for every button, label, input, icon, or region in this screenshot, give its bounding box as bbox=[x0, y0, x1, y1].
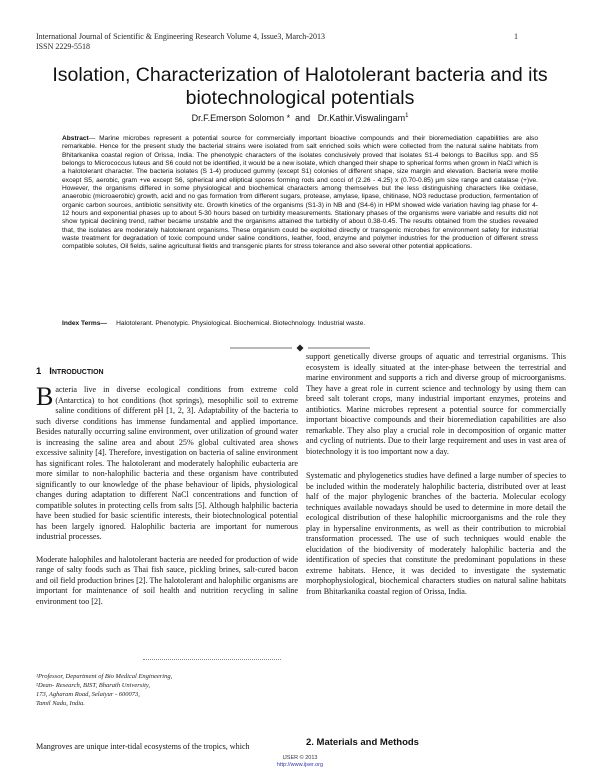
divider-diamond-icon bbox=[297, 345, 304, 352]
right-column bbox=[306, 352, 566, 609]
page-footer bbox=[0, 755, 600, 769]
index-terms-text: Halotolerant. Phenotypic. Physiological. Biochemical. Biotechnology. Industrial waste. bbox=[116, 320, 366, 327]
footnote-3: 173, Agharam Road, Selaiyur - 600073, bbox=[36, 691, 140, 698]
abstract-label: Abstract bbox=[62, 135, 89, 142]
running-header bbox=[36, 32, 325, 52]
footnotes bbox=[36, 672, 286, 708]
issn-line: ISSN 2229-5518 bbox=[36, 42, 91, 51]
footnote-separator bbox=[143, 659, 281, 661]
intro-paragraph-4: Systematic and phylogenetics studies have defined a large number of species to be included within the moderately halophilic bacteria, distributed over at least half of the major phylogenic branches of the bacteria. Molecular ecology techniques available nowadays should be used to determine in more detail the ecological distribution of these halophilic microorganisms and the role they play in hypersaline environments, as well as their contribution to microbial transformation processed. The use of such techniques would enable the elucidation of the biodiversity of moderately halophilic bacteria and the identification of species that constitute the predominant populations in these extreme habitats. Hence, it was decided to investigate the systematic morphophysiological, biochemical characters studies on natural saline habitats from Bhitarkanika coastal region of Orissa, India. bbox=[306, 471, 566, 596]
abstract-text: — Marine microbes represent a potential source for commercially important bioactive compounds and their bioremediation capabilities are also remarkable. Hence for the present study the bacterial strains were isolated from salt enriched soils which were collected from the natural saline habitats from Bhitarkanika coastal region of Orissa, India. The phenotypic characters of the isolates conclusively proved that isolates S1-4 belongs to Bacillus spp. and S5 belongs to Micrococcus luteus and S6 could not be identified, it would be a new isolate, which changed their shape to spherical forms when grown in NaCl which is a halotolerant character. The bacteria isolates (S 1-4) produced gummy (except S1) colonies of different shape, size margin and elevation. Bacteria were motile except S5, aerobic, gram +ve except S6, spherical and elliptical spores forming rods and cocci of (2.26 - 4.25) x (0.70-0.85) µm size range and catalase (+)ve. However, the organisms differed in some physiological and biochemical characters among themselves but the less distinguishing characters like oxidase, anaerobic (microaerobic) growth, acid and no gas formation from different sugars, protease, amylase, lipase, chitinase, NO3 reductase production, fermentation of organic carbon sources, antibiotic sensitivity etc. Growth kinetics of the organisms (S1-3) in NB and (S4-6) in HPM showed wide variation having lag phase for 4-12 hours and exponential phases up to about 5-30 hours based on turbidity measurements. Stationary phases of the organisms were variable and results did not show typical declining trend, rather became unstable and the organisms attained the turbidity of about 0.38-0.45. The results obtained from the studies revealed that, the isolates are moderately halotolerant organisms. These organism could be exploited directly or transgenic microbes for environment safety for industrial waste treatment for degradation of toxic compound under saline conditions, leather, food, enzyme and polymer industries for the production of different stress compatible solutes, Oil fields, saline agricultural fields and transgenic plants for stress tolerance and also several other potential applications. bbox=[62, 135, 538, 251]
index-terms bbox=[62, 320, 538, 327]
journal-line: International Journal of Scientific & Engineering Research Volume 4, Issue3, March-2013 bbox=[36, 32, 325, 41]
author-connector: and bbox=[295, 113, 311, 123]
page-number: 1 bbox=[514, 32, 518, 41]
footnote-1: ¹Professor, Department of Bio Medical Engineering, bbox=[36, 673, 173, 680]
footnote-4: Tamil Nadu, India. bbox=[36, 700, 85, 707]
author-1: Dr.F.Emerson Solomon * bbox=[191, 113, 291, 123]
section-divider bbox=[230, 344, 370, 352]
author-2-affiliation: 1 bbox=[405, 113, 409, 119]
dropcap: B bbox=[36, 382, 54, 411]
footnote-2: ²Dean- Research, BIST, Bharath University, bbox=[36, 682, 151, 689]
mangroves-line: Mangroves are unique inter-tidal ecosystems of the tropics, which bbox=[36, 742, 250, 751]
abstract bbox=[62, 135, 538, 252]
author-2: Dr.Kathir.Viswalingam bbox=[317, 113, 406, 123]
section-2-heading: 2. Materials and Methods bbox=[306, 737, 419, 748]
intro-paragraph-2: Moderate halophiles and halotolerant bacteria are needed for production of wide range of salty foods such as Thai fish sauce, pickling brines, salt-cured bacon and oil field production brines [2]. The halotolerant and halophilic organisms are important for maintenance of soil health and nutrition recycling in saline environment too [2]. bbox=[36, 554, 298, 606]
intro-paragraph-1 bbox=[36, 382, 298, 543]
index-terms-label: Index Terms— bbox=[62, 320, 107, 327]
footer-url-link[interactable]: http://www.ijser.org bbox=[276, 762, 324, 768]
author-line bbox=[0, 113, 600, 123]
paper-title: Isolation, Characterization of Halotolerant bacteria and its biotechnological potentials bbox=[52, 64, 548, 109]
section-1-heading bbox=[36, 366, 104, 377]
left-column bbox=[36, 382, 298, 619]
intro-paragraph-1-text: acteria live in diverse ecological conditions from extreme cold (Antarctica) to hot conditions (hot springs), mesophilic soil to extreme saline conditions of different pH [1, 2, 3]. Adaptability of the bacteria to such diverse conditions has immense fundamental and applied importance. Besides naturally occurring saline environment, over utilization of ground water is increasing the saline area and about 25% global cultivated area shows excessive salinity [4]. Therefore, investigation on bacteria of saline environment has significant roles. The halotolerant and moderately halophilic eubacteria are more similar to non-halophilic bacteria and these organism have contributed significantly to our knowledge of the phase behaviour of lipids, physiological changes during adaptation to different NaCl concentrations and function of compatible solutes in protecting cells from salts [5]. Although halphilic bacteria have been studied for basic scientific interests, their biotechnological potential has been largely ignored. Halophilic bacteria are important for numerous industrial processes. bbox=[36, 385, 298, 541]
section-1-title: Introduction bbox=[49, 366, 104, 377]
section-1-number: 1 bbox=[36, 366, 42, 377]
footer-copyright: IJSER © 2013 bbox=[282, 755, 318, 761]
intro-paragraph-3: support genetically diverse groups of aquatic and terrestrial organisms. This ecosystem is ideally situated at the inter-phase between the terrestrial and marine environment and supports a rich and diverse group of microorganisms. They have a great role in current science and technology by using them can breed salt tolerant crops, many industrial important enzymes, proteins and antibiotics. Marine microbes represent a potential source for commercially important bioactive compounds and their bioremediation capabilities are also remarkable. They also play a crucial role in decomposition of organic matter and cycling of nutrients. Due to their large requirement and uses in vast area of biotechnology it is too important now a day. bbox=[306, 352, 566, 456]
